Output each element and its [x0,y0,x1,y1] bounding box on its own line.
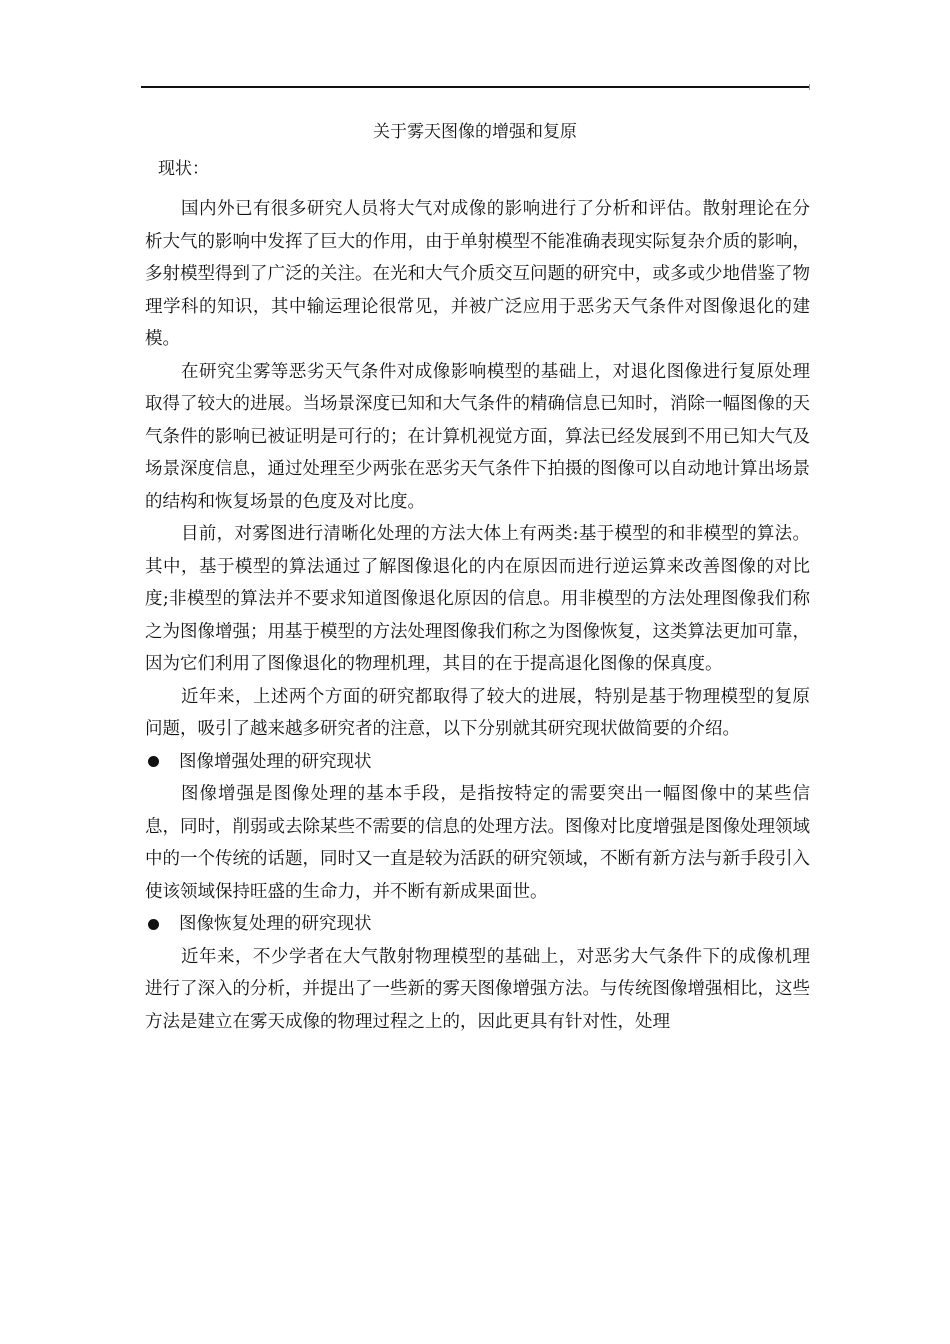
bullet-item-restoration [145,908,810,941]
paragraph-6: 近年来，不少学者在大气散射物理模型的基础上，对恶劣大气条件下的成像机理进行了深入的分析，并提出了一些新的雾天图像增强方法。与传统图像增强相比，这些方法是建立在雾天成像的物理过程之上的，因此更具有针对性，处理 [145,946,810,1032]
document-title: 关于雾天图像的增强和复原 [373,122,577,142]
header-rule-end-mark [809,84,810,90]
paragraph-4: 近年来，上述两个方面的研究都取得了较大的进展，特别是基于物理模型的复原问题，吸引了越来越多研究者的注意，以下分别就其研究现状做简要的介绍。 [145,686,810,739]
paragraph-5: 图像增强是图像处理的基本手段，是指按特定的需要突出一幅图像中的某些信息，同时，削弱或去除某些不需要的信息的处理方法。图像对比度增强是图像处理领域中的一个传统的话题，同时又一直是较为活跃的研究领域，不断有新方法与新手段引入使该领域保持旺盛的生命力，并不断有新成果面世。 [145,784,810,902]
bullet-dot-icon [148,756,159,767]
bullet-dot-icon [148,919,159,930]
bullet-label: 图像增强处理的研究现状 [179,751,372,772]
paragraph-2: 在研究尘雾等恶劣天气条件对成像影响模型的基础上，对退化图像进行复原处理取得了较大的进展。当场景深度已知和大气条件的精确信息已知时，消除一幅图像的天气条件的影响已被证明是可行的；在计算机视觉方面，算法已经发展到不用已知大气及场景深度信息，通过处理至少两张在恶劣天气条件下拍摄的图像可以自动地计算出场景的结构和恢复场景的色度及对比度。 [145,361,810,512]
document-body [145,193,810,1038]
bullet-label: 图像恢复处理的研究现状 [179,914,372,934]
section-label: 现状： [158,159,209,179]
paragraph-1: 国内外已有很多研究人员将大气对成像的影响进行了分析和评估。散射理论在分析大气的影响中发挥了巨大的作用，由于单射模型不能准确表现实际复杂介质的影响，多射模型得到了广泛的关注。在光和大气介质交互问题的研究中，或多或少地借鉴了物理学科的知识，其中输运理论很常见，并被广泛应用于恶劣天气条件对图像退化的建模。 [145,199,810,349]
header-rule [141,86,809,88]
paragraph-3: 目前，对雾图进行清晰化处理的方法大体上有两类:基于模型的和非模型的算法。其中，基于模型的算法通过了解图像退化的内在原因而进行逆运算来改善图像的对比度;非模型的算法并不要求知道图像退化原因的信息。用非模型的方法处理图像我们称之为图像增强；用基于模型的方法处理图像我们称之为图像恢复，这类算法更加可靠，因为它们利用了图像退化的物理机理，其目的在于提高退化图像的保真度。 [145,524,810,674]
bullet-item-enhancement [145,746,810,779]
